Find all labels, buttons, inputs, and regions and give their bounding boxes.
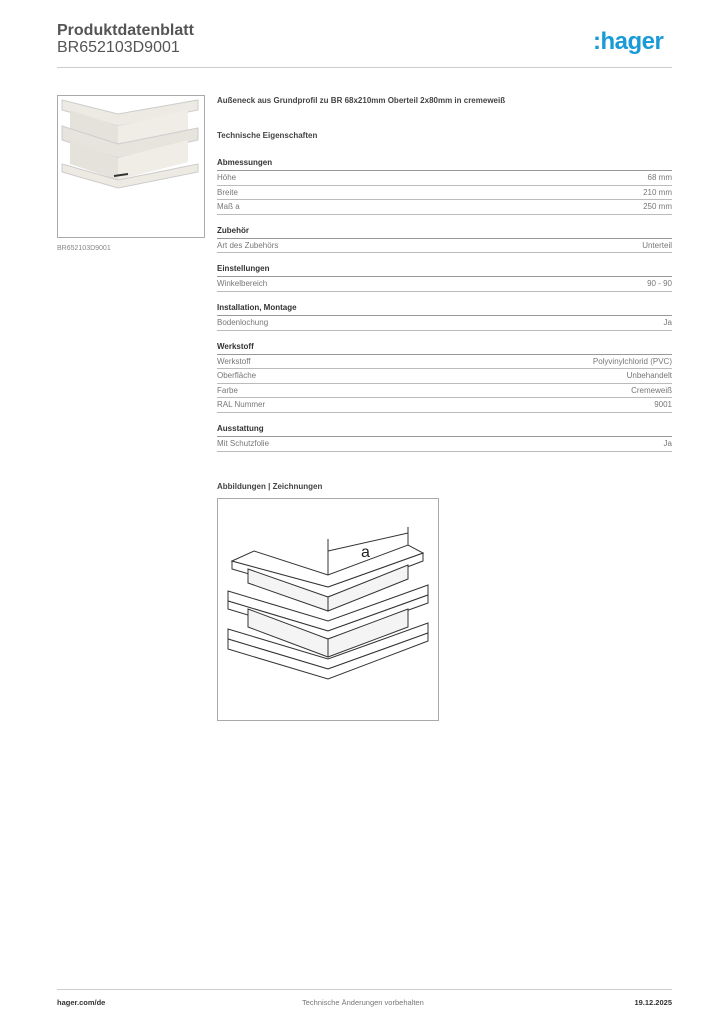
tech-heading: Technische Eigenschaften [217,131,318,140]
property-label: Maß a [217,202,240,212]
drawings-heading: Abbildungen | Zeichnungen [217,481,323,491]
page-title: Produktdatenblatt [57,22,194,39]
photo-caption: BR652103D9001 [57,245,111,252]
footer-divider [57,989,672,990]
property-row [217,398,672,413]
hager-logo: :hager [593,28,664,55]
property-value: Ja [663,438,672,448]
property-label: Werkstoff [217,356,251,366]
footer-site-link[interactable]: hager.com/de [57,998,106,1007]
property-label: Breite [217,187,238,197]
property-value: 90 - 90 [647,279,672,289]
property-label: RAL Nummer [217,400,266,410]
property-value: Cremeweiß [631,385,672,395]
property-value: 9001 [654,400,672,410]
dimension-label: a [361,543,370,561]
product-code: BR652103D9001 [57,39,180,56]
property-row [217,186,672,201]
property-row [217,171,672,186]
property-row [217,384,672,399]
section-heading: Einstellungen [217,263,672,277]
property-value: 250 mm [643,202,672,212]
property-row [217,369,672,384]
property-label: Bodenlochung [217,317,269,327]
property-label: Farbe [217,385,238,395]
product-photo [57,95,205,238]
property-row [217,200,672,215]
property-row [217,239,672,254]
property-value: 210 mm [643,187,672,197]
property-label: Oberfläche [217,371,257,381]
property-label: Art des Zubehörs [217,240,279,250]
property-label: Winkelbereich [217,279,268,289]
property-row [217,316,672,331]
property-row [217,277,672,292]
property-label: Mit Schutzfolie [217,438,270,448]
property-label: Höhe [217,173,237,182]
property-value: Ja [663,317,672,327]
footer-note: Technische Änderungen vorbehalten [302,998,424,1007]
property-value: Unbehandelt [626,371,672,381]
property-value: Unterteil [642,240,672,250]
property-row [217,437,672,452]
section-heading: Abmessungen [217,157,672,171]
section-heading: Werkstoff [217,341,672,355]
product-description: Außeneck aus Grundprofil zu BR 68x210mm Oberteil 2x80mm in cremeweiß [217,96,506,105]
property-value: Polyvinylchlorid (PVC) [592,356,672,366]
properties-column [217,96,672,721]
property-row [217,355,672,370]
section-heading: Ausstattung [217,423,672,437]
header-divider [57,67,672,68]
technical-drawing [217,498,439,721]
property-value: 68 mm [647,173,672,182]
section-heading: Zubehör [217,225,672,239]
section-heading: Installation, Montage [217,302,672,316]
footer-date: 19.12.2025 [634,998,672,1007]
